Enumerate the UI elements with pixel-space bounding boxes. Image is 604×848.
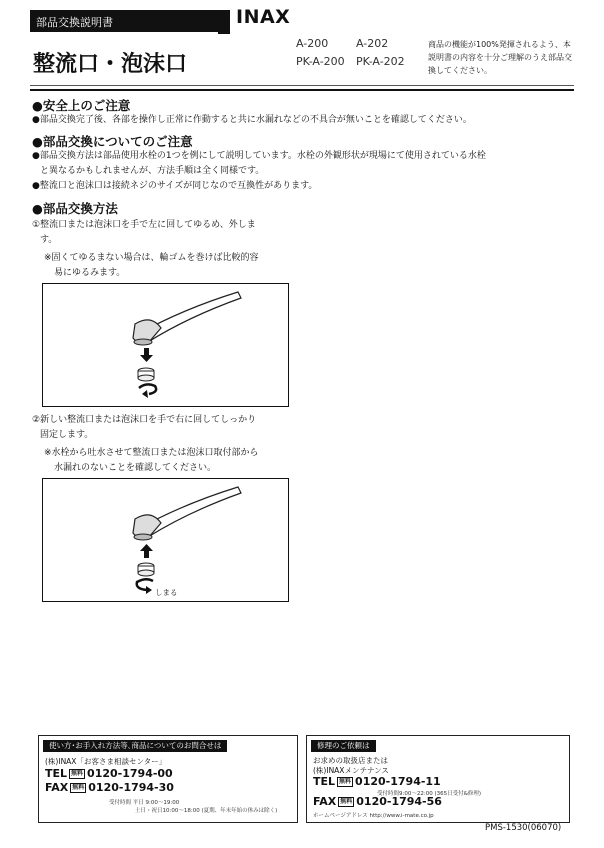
contact-repair-company: (株)INAXメンテナンス xyxy=(313,766,389,775)
divider xyxy=(30,85,574,86)
brand-logo: INAX xyxy=(236,6,291,28)
fax-label: FAX xyxy=(45,781,69,794)
step1-line-2: す。 xyxy=(40,235,58,245)
safety-text: ●部品交換完了後、各部を操作し正常に作動すると共に水漏れなどの不具合が無いことを確認してください。 xyxy=(32,115,472,125)
contact-repair-url[interactable]: ホームページアドレス http://www.i-mate.co.jp xyxy=(313,813,434,819)
step2-line-2: 固定します。 xyxy=(40,430,94,440)
contact-repair-fax xyxy=(313,795,442,808)
caution-text-1: ●部品交換方法は部品使用水栓の1つを例にして説明しています。水栓の外観形状が現場にて使用されている水栓 xyxy=(32,151,486,161)
tel-label: TEL xyxy=(313,775,336,788)
page-title: 整流口・泡沫口 xyxy=(33,52,188,77)
arrow-up-icon xyxy=(140,544,153,551)
divider-thick xyxy=(30,89,574,91)
contact-repair-tel xyxy=(313,775,441,788)
contact-inquiry-hours-1: 受付時間 平日 9:00〜19:00 xyxy=(109,800,180,806)
contact-box-repair xyxy=(306,735,570,823)
step1-line-1: ①整流口または泡沫口を手で左に回してゆるめ、外しま xyxy=(32,220,256,230)
tel-number[interactable]: 0120-1794-00 xyxy=(87,767,173,780)
tel-label: TEL xyxy=(45,767,68,780)
section-heading-method: ●部品交換方法 xyxy=(32,201,118,216)
header-notch xyxy=(218,20,230,34)
contact-inquiry-header: 使い方･お手入れ方法等､商品についてのお問合せは xyxy=(43,740,227,752)
caution-text-2: と異なるかもしれませんが、方法手順は全く同様です。 xyxy=(40,166,265,176)
model-pka202: PK-A-202 xyxy=(356,55,405,68)
contact-inquiry-hours-2: 土日・祝日10:00〜18:00 (夏期、年末年始の休みは除く) xyxy=(135,808,278,814)
model-a200: A-200 xyxy=(296,37,329,50)
header-category: 部品交換説明書 xyxy=(36,16,113,29)
fax-number[interactable]: 0120-1794-56 xyxy=(356,795,442,808)
fax-label: FAX xyxy=(313,795,337,808)
figure-step1 xyxy=(42,283,289,407)
section-heading-safety: ●安全上のご注意 xyxy=(32,98,131,113)
rotate-right-icon xyxy=(137,579,153,590)
section-heading-caution: ●部品交換についてのご注意 xyxy=(32,134,193,149)
faucet-illustration-remove xyxy=(43,284,288,406)
free-dial-icon: 無料 xyxy=(72,784,85,791)
step1-note-2: 易にゆるみます。 xyxy=(54,268,126,278)
contact-inquiry-tel xyxy=(45,767,173,780)
rotate-left-icon xyxy=(139,384,156,394)
free-dial-icon: 無料 xyxy=(339,778,352,785)
step2-line-1: ②新しい整流口または泡沫口を手で右に回してしっかり xyxy=(32,415,257,425)
fax-number[interactable]: 0120-1794-30 xyxy=(88,781,174,794)
contact-box-inquiry xyxy=(38,735,298,823)
contact-inquiry-fax xyxy=(45,781,174,794)
contact-repair-hours: 受付時間9:00〜22:00 (365日受付&修理) xyxy=(377,791,482,797)
header-category-bar xyxy=(30,10,230,32)
free-dial-icon: 無料 xyxy=(340,798,353,805)
arrow-down-icon xyxy=(144,348,149,356)
figure-step2 xyxy=(42,478,289,602)
step2-note-2: 水漏れのないことを確認してください。 xyxy=(54,463,217,473)
contact-inquiry-company: (株)INAX「お客さま相談センター」 xyxy=(45,757,167,766)
contact-repair-header: 修理のご依頼は xyxy=(311,740,376,752)
step1-note-1: ※固くてゆるまない場合は、輪ゴムを巻けば比較的容 xyxy=(44,253,259,263)
model-a202: A-202 xyxy=(356,37,389,50)
model-pka200: PK-A-200 xyxy=(296,55,345,68)
step2-note-1: ※水栓から吐水させて整流口または泡沫口取付部から xyxy=(44,448,259,458)
tel-number[interactable]: 0120-1794-11 xyxy=(355,775,441,788)
header-note: 商品の機能が100%発揮されるよう、本説明書の内容を十分ご理解のうえ部品交換してください。 xyxy=(428,40,572,75)
document-number: PMS-1530(06070) xyxy=(485,823,562,833)
faucet-illustration-install xyxy=(43,479,288,601)
free-dial-icon: 無料 xyxy=(71,770,84,777)
caution-text-3: ●整流口と泡沫口は接続ネジのサイズが同じなので互換性があります。 xyxy=(32,181,318,191)
tighten-label: しまる xyxy=(155,588,178,597)
contact-repair-intro: お求めの取扱店または xyxy=(313,756,388,765)
